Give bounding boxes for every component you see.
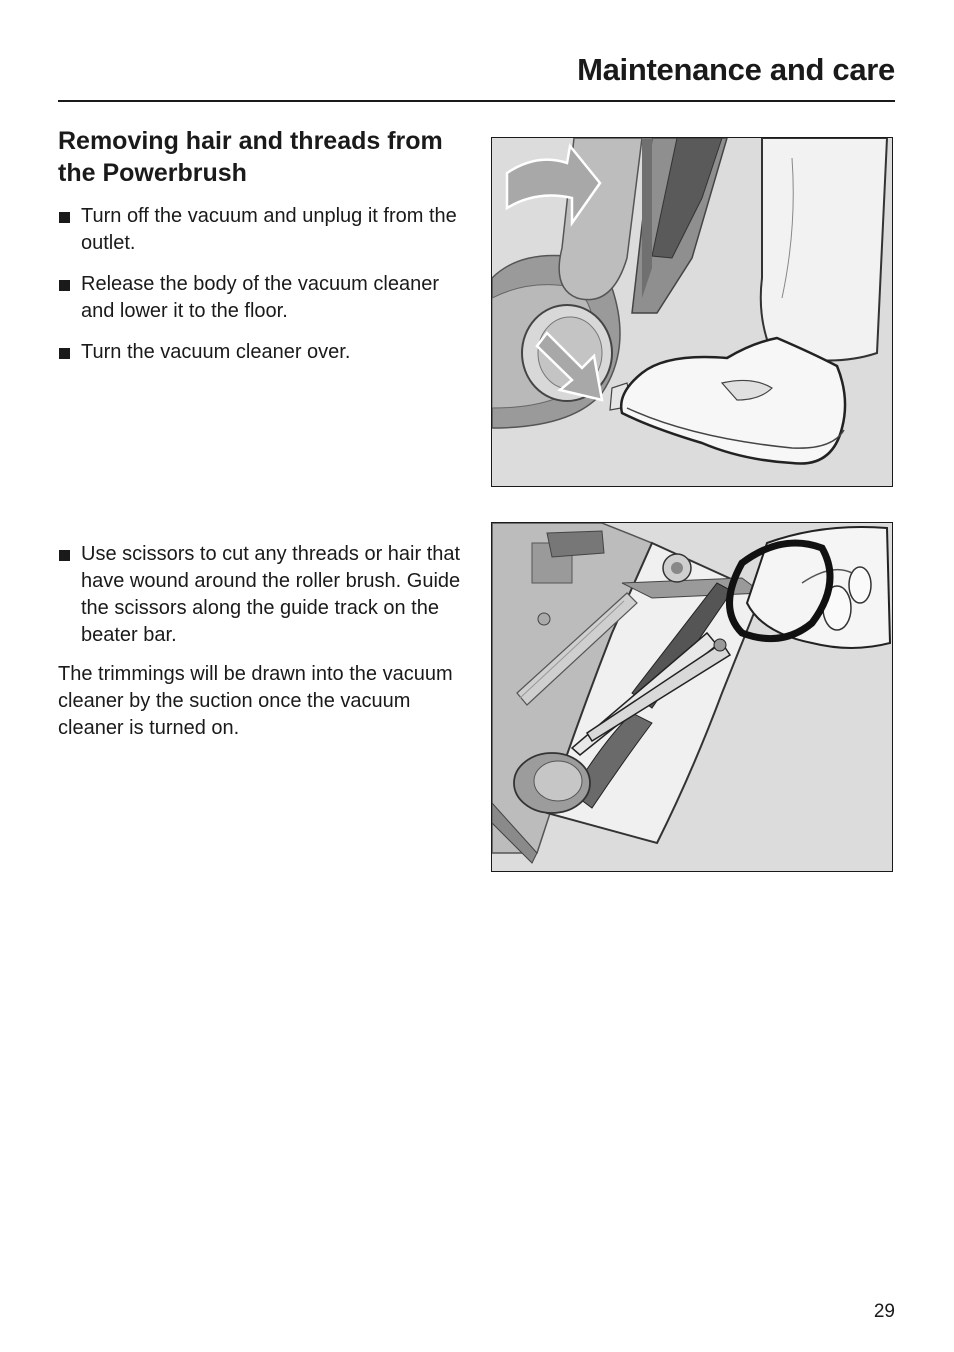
note-text: The trimmings will be drawn into the vacuum cleaner by the suction once the vacuum cleaner is turned on. — [58, 663, 453, 739]
square-bullet-icon — [59, 280, 70, 291]
square-bullet-icon — [59, 212, 70, 223]
square-bullet-icon — [59, 550, 70, 561]
step-item — [58, 271, 468, 325]
illustration-scissors-cutting-threads — [491, 522, 893, 872]
step-item — [58, 203, 468, 257]
step-item — [58, 541, 468, 649]
step-item — [58, 339, 468, 366]
step-text: Use scissors to cut any threads or hair that have wound around the roller brush. Guide the scissors along the guide track on the beater bar. — [81, 543, 461, 646]
page-title: Maintenance and care — [577, 52, 895, 87]
illustration-foot-releasing-vacuum — [491, 137, 893, 487]
page-number: 29 — [873, 1301, 895, 1322]
step-text: Release the body of the vacuum cleaner and lower it to the floor. — [81, 273, 439, 322]
section-title: Removing hair and threads from the Powerbrush — [58, 127, 443, 187]
step-text: Turn the vacuum cleaner over. — [81, 341, 351, 363]
step-text: Turn off the vacuum and unplug it from the outlet. — [81, 205, 457, 254]
page-header — [58, 50, 895, 102]
step-list-release — [58, 203, 468, 380]
step-list-cut — [58, 541, 468, 663]
square-bullet-icon — [59, 348, 70, 359]
